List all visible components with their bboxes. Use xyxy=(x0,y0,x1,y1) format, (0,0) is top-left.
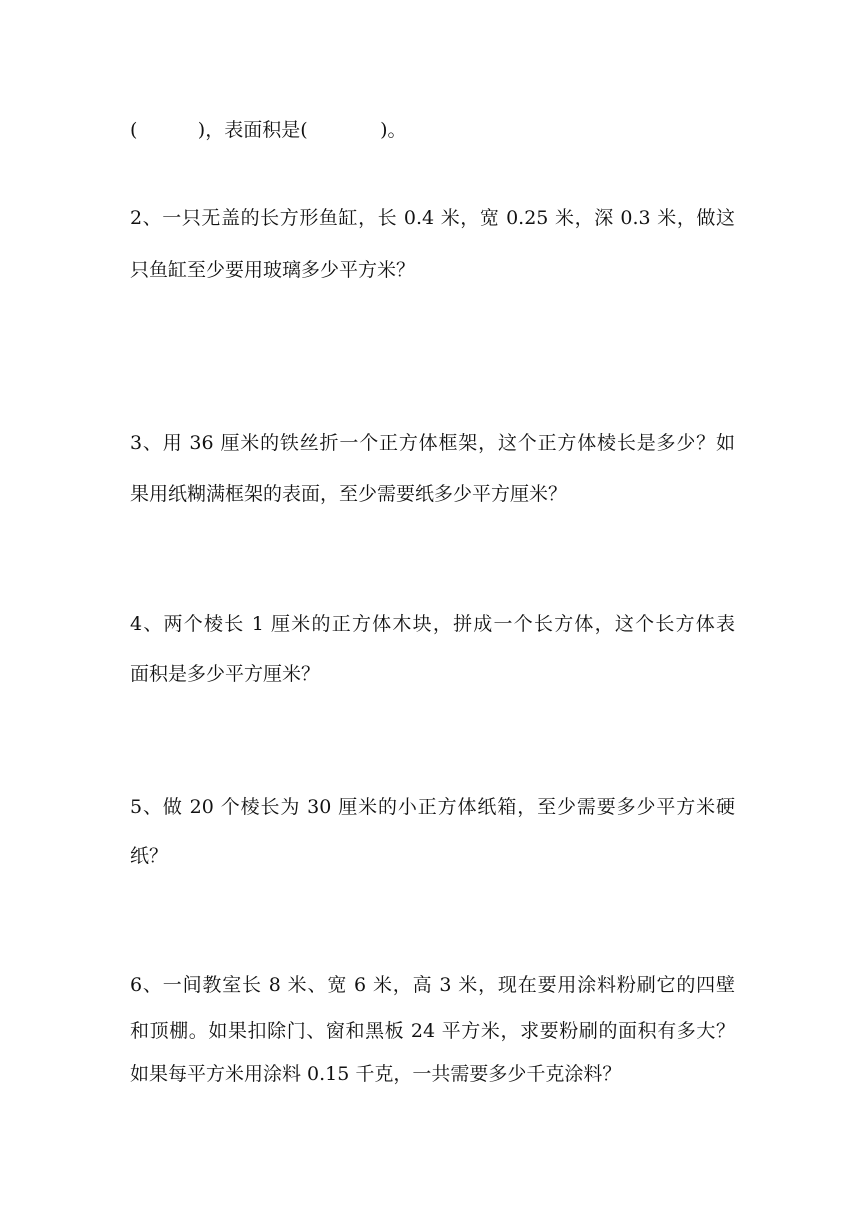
question-2-line-1: 2、一只无盖的长方形鱼缸，长 0.4 米，宽 0.25 米，深 0.3 米，做这 xyxy=(130,207,735,229)
question-3-line-1: 3、用 36 厘米的铁丝折一个正方体框架，这个正方体棱长是多少？如 xyxy=(130,432,735,454)
question-6-line-3: 如果每平方米用涂料 0.15 千克，一共需要多少千克涂料？ xyxy=(130,1063,622,1085)
question-2-line-2: 只鱼缸至少要用玻璃多少平方米？ xyxy=(130,259,416,281)
question-4-line-1: 4、两个棱长 1 厘米的正方体木块，拼成一个长方体，这个长方体表 xyxy=(130,613,735,635)
question-5-line-2: 纸？ xyxy=(130,845,169,867)
question-6-line-2: 和顶棚。如果扣除门、窗和黑板 24 平方米，求要粉刷的面积有多大？ xyxy=(130,1020,735,1042)
question-4-line-2: 面积是多少平方厘米？ xyxy=(130,663,321,685)
question-3-line-2: 果用纸糊满框架的表面，至少需要纸多少平方厘米？ xyxy=(130,483,568,505)
question-5-line-1: 5、做 20 个棱长为 30 厘米的小正方体纸箱，至少需要多少平方米硬 xyxy=(130,796,735,818)
previous-question-fragment: ( )，表面积是( )。 xyxy=(130,119,407,141)
question-6-line-1: 6、一间教室长 8 米、宽 6 米，高 3 米，现在要用涂料粉刷它的四壁 xyxy=(130,974,735,996)
